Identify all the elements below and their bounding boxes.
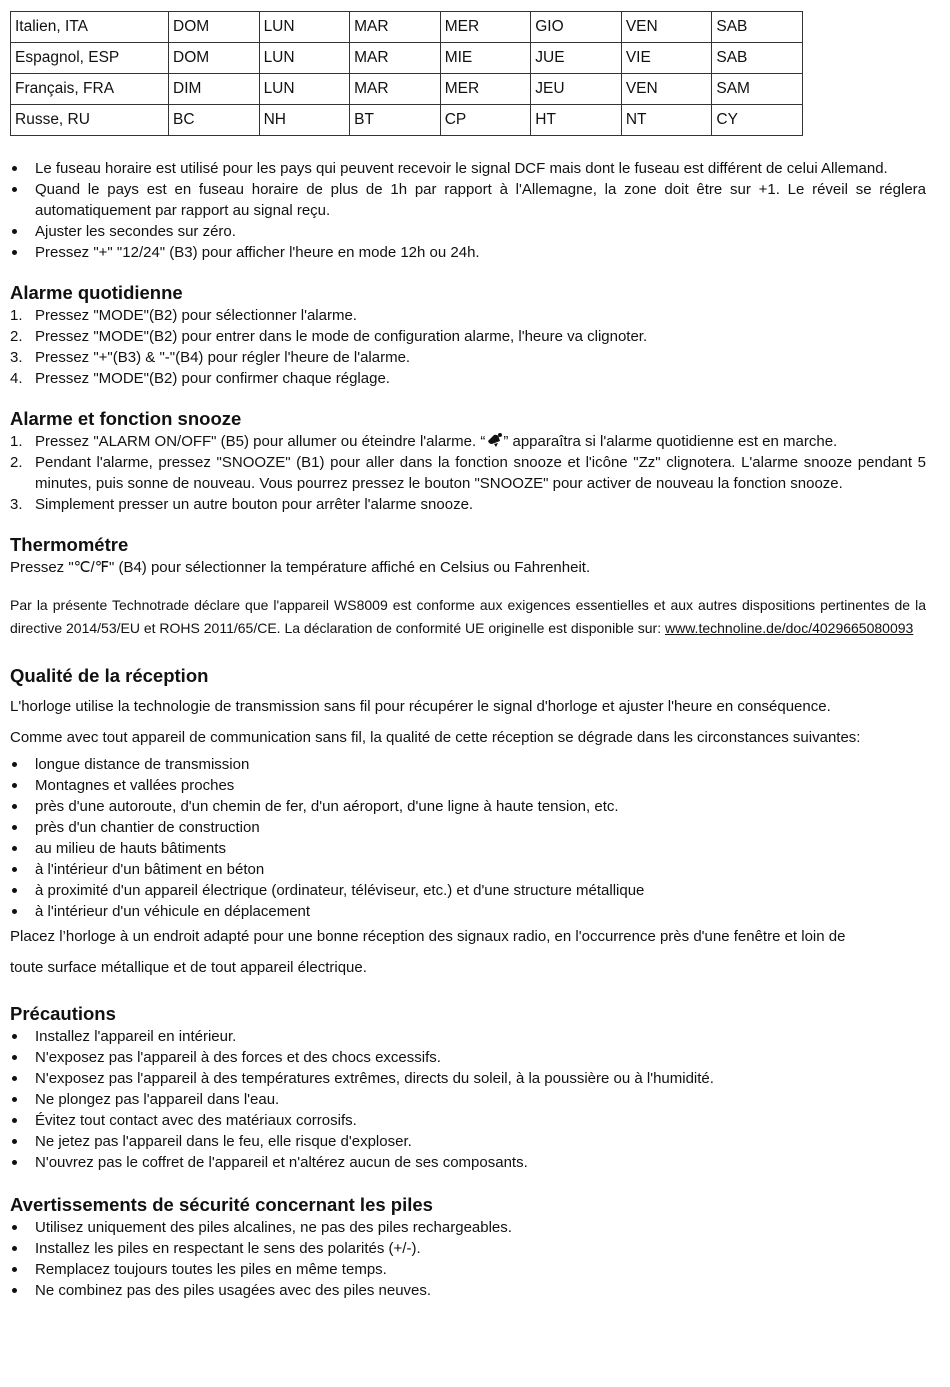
table-cell: VEN xyxy=(621,74,712,105)
table-cell: NH xyxy=(259,105,350,136)
alarme-steps-list xyxy=(10,305,926,389)
conformity-link[interactable]: www.technoline.de/doc/4029665080093 xyxy=(665,620,914,636)
list-item: longue distance de transmission xyxy=(10,754,926,775)
list-item: N'ouvrez pas le coffret de l'appareil et n'altérez aucun de ses composants. xyxy=(10,1152,926,1173)
table-cell: MAR xyxy=(350,74,441,105)
list-item: Utilisez uniquement des piles alcalines, ne pas des piles rechargeables. xyxy=(10,1217,926,1238)
battery-warnings-list xyxy=(10,1217,926,1301)
list-item: à proximité d'un appareil électrique (ordinateur, téléviseur, etc.) et d'une structure métallique xyxy=(10,880,926,901)
table-cell: JUE xyxy=(531,43,622,74)
section-title-thermometre: Thermométre xyxy=(10,534,129,555)
section-title-reception: Qualité de la réception xyxy=(10,665,209,686)
list-item: Remplacez toujours toutes les piles en même temps. xyxy=(10,1259,926,1280)
list-item: à l'intérieur d'un bâtiment en béton xyxy=(10,859,926,880)
timezone-notes-list xyxy=(10,158,926,263)
alarm-bell-icon xyxy=(485,432,503,448)
conformity-statement: Par la présente Technotrade déclare que l'appareil WS8009 est conforme aux exigences essentielles et aux autres dispositions pertinentes de la directive 2014/53/EU et ROHS 2011/65/CE. La déclaration de conformité UE originelle est disponible sur: www.technoline.de/doc/4029665080093 xyxy=(10,597,926,636)
table-cell: VEN xyxy=(621,12,712,43)
list-item: Évitez tout contact avec des matériaux corrosifs. xyxy=(10,1110,926,1131)
table-cell: Français, FRA xyxy=(11,74,169,105)
thermo-text: Pressez "℃/℉" (B4) pour sélectionner la température affiché en Celsius ou Fahrenheit. xyxy=(10,559,591,576)
list-item: Ajuster les secondes sur zéro. xyxy=(10,221,926,242)
table-cell: BT xyxy=(350,105,441,136)
table-row xyxy=(11,12,803,43)
table-cell: GIO xyxy=(531,12,622,43)
table-cell: DOM xyxy=(169,12,260,43)
table-cell: NT xyxy=(621,105,712,136)
table-cell: BC xyxy=(169,105,260,136)
section-title-precautions: Précautions xyxy=(10,1003,116,1024)
table-cell: SAM xyxy=(712,74,803,105)
list-item: 4. Pressez "MODE"(B2) pour confirmer chaque réglage. xyxy=(10,370,390,387)
placement-advice-line2: toute surface métallique et de tout appareil électrique. xyxy=(10,959,367,976)
table-cell: MAR xyxy=(350,12,441,43)
snooze-steps-list xyxy=(10,431,926,515)
document-page xyxy=(10,11,926,1301)
list-item: près d'un chantier de construction xyxy=(10,817,926,838)
placement-advice-line1: Placez l’horloge à un endroit adapté pour une bonne réception des signaux radio, en l'occurrence près d'une fenêtre et loin de xyxy=(10,928,846,945)
section-title-snooze: Alarme et fonction snooze xyxy=(10,408,242,429)
reception-conditions: Comme avec tout appareil de communication sans fil, la qualité de cette réception se dégrade dans les circonstances suivantes: xyxy=(10,729,861,746)
list-item: Installez l'appareil en intérieur. xyxy=(10,1026,926,1047)
list-item: 1. Pressez "MODE"(B2) pour sélectionner l'alarme. xyxy=(10,307,357,324)
section-title-alarme-quotidienne: Alarme quotidienne xyxy=(10,282,183,303)
table-cell: SAB xyxy=(712,43,803,74)
table-cell: CY xyxy=(712,105,803,136)
list-item: Montagnes et vallées proches xyxy=(10,775,926,796)
table-cell: DOM xyxy=(169,43,260,74)
table-cell: LUN xyxy=(259,12,350,43)
table-cell: MER xyxy=(440,74,531,105)
list-item: 1. Pressez "ALARM ON/OFF" (B5) pour allumer ou éteindre l'alarme. “ ” apparaîtra si l'alarme quotidienne est en marche. xyxy=(10,433,838,450)
table-cell: JEU xyxy=(531,74,622,105)
list-item: N'exposez pas l'appareil à des forces et des chocs excessifs. xyxy=(10,1047,926,1068)
table-cell: MIE xyxy=(440,43,531,74)
table-cell: MER xyxy=(440,12,531,43)
table-cell: MAR xyxy=(350,43,441,74)
table-cell: VIE xyxy=(621,43,712,74)
table-row xyxy=(11,74,803,105)
reception-factors-list xyxy=(10,754,926,922)
list-item: à l'intérieur d'un véhicule en déplacement xyxy=(10,901,926,922)
list-item: près d'une autoroute, d'un chemin de fer, d'un aéroport, d'une ligne à haute tension, etc. xyxy=(10,796,926,817)
table-row xyxy=(11,43,803,74)
list-item: N'exposez pas l'appareil à des températures extrêmes, directs du soleil, à la poussière ou à l'humidité. xyxy=(10,1068,926,1089)
list-item: 2. Pressez "MODE"(B2) pour entrer dans le mode de configuration alarme, l'heure va clignoter. xyxy=(10,328,648,345)
list-item: Installez les piles en respectant le sens des polarités (+/-). xyxy=(10,1238,926,1259)
list-item: 2. Pendant l'alarme, pressez "SNOOZE" (B1) pour aller dans la fonction snooze et l'icône "Zz" clignotera. L'alarme snooze pendant 5 minutes, puis sonne de nouveau. Vous pourrez pressez le bouton "SNOOZE" pour activer de nouveau la fonction snooze. xyxy=(10,454,926,492)
precautions-list xyxy=(10,1026,926,1173)
table-cell: HT xyxy=(531,105,622,136)
table-cell: SAB xyxy=(712,12,803,43)
list-item: Pressez "+" "12/24" (B3) pour afficher l'heure en mode 12h ou 24h. xyxy=(10,242,926,263)
table-cell: CP xyxy=(440,105,531,136)
list-item: Ne plongez pas l'appareil dans l'eau. xyxy=(10,1089,926,1110)
list-item: 3. Pressez "+"(B3) & "-"(B4) pour régler l'heure de l'alarme. xyxy=(10,349,411,366)
weekday-language-table xyxy=(10,11,803,136)
table-cell: LUN xyxy=(259,43,350,74)
list-item: Quand le pays est en fuseau horaire de plus de 1h par rapport à l'Allemagne, la zone doit être sur +1. Le réveil se réglera automatiquement par rapport au signal reçu. xyxy=(10,179,926,221)
list-item: Ne combinez pas des piles usagées avec des piles neuves. xyxy=(10,1280,926,1301)
table-cell: Espagnol, ESP xyxy=(11,43,169,74)
table-cell: DIM xyxy=(169,74,260,105)
table-cell: Russe, RU xyxy=(11,105,169,136)
table-row xyxy=(11,105,803,136)
table-cell: Italien, ITA xyxy=(11,12,169,43)
list-item: Le fuseau horaire est utilisé pour les pays qui peuvent recevoir le signal DCF mais dont le fuseau est différent de celui Allemand. xyxy=(10,158,926,179)
table-cell: LUN xyxy=(259,74,350,105)
list-item: 3. Simplement presser un autre bouton pour arrêter l'alarme snooze. xyxy=(10,496,474,513)
reception-intro: L'horloge utilise la technologie de transmission sans fil pour récupérer le signal d'horloge et ajuster l'heure en conséquence. xyxy=(10,698,831,715)
list-item: au milieu de hauts bâtiments xyxy=(10,838,926,859)
list-item: Ne jetez pas l'appareil dans le feu, elle risque d'exploser. xyxy=(10,1131,926,1152)
section-title-piles: Avertissements de sécurité concernant les piles xyxy=(10,1194,433,1215)
